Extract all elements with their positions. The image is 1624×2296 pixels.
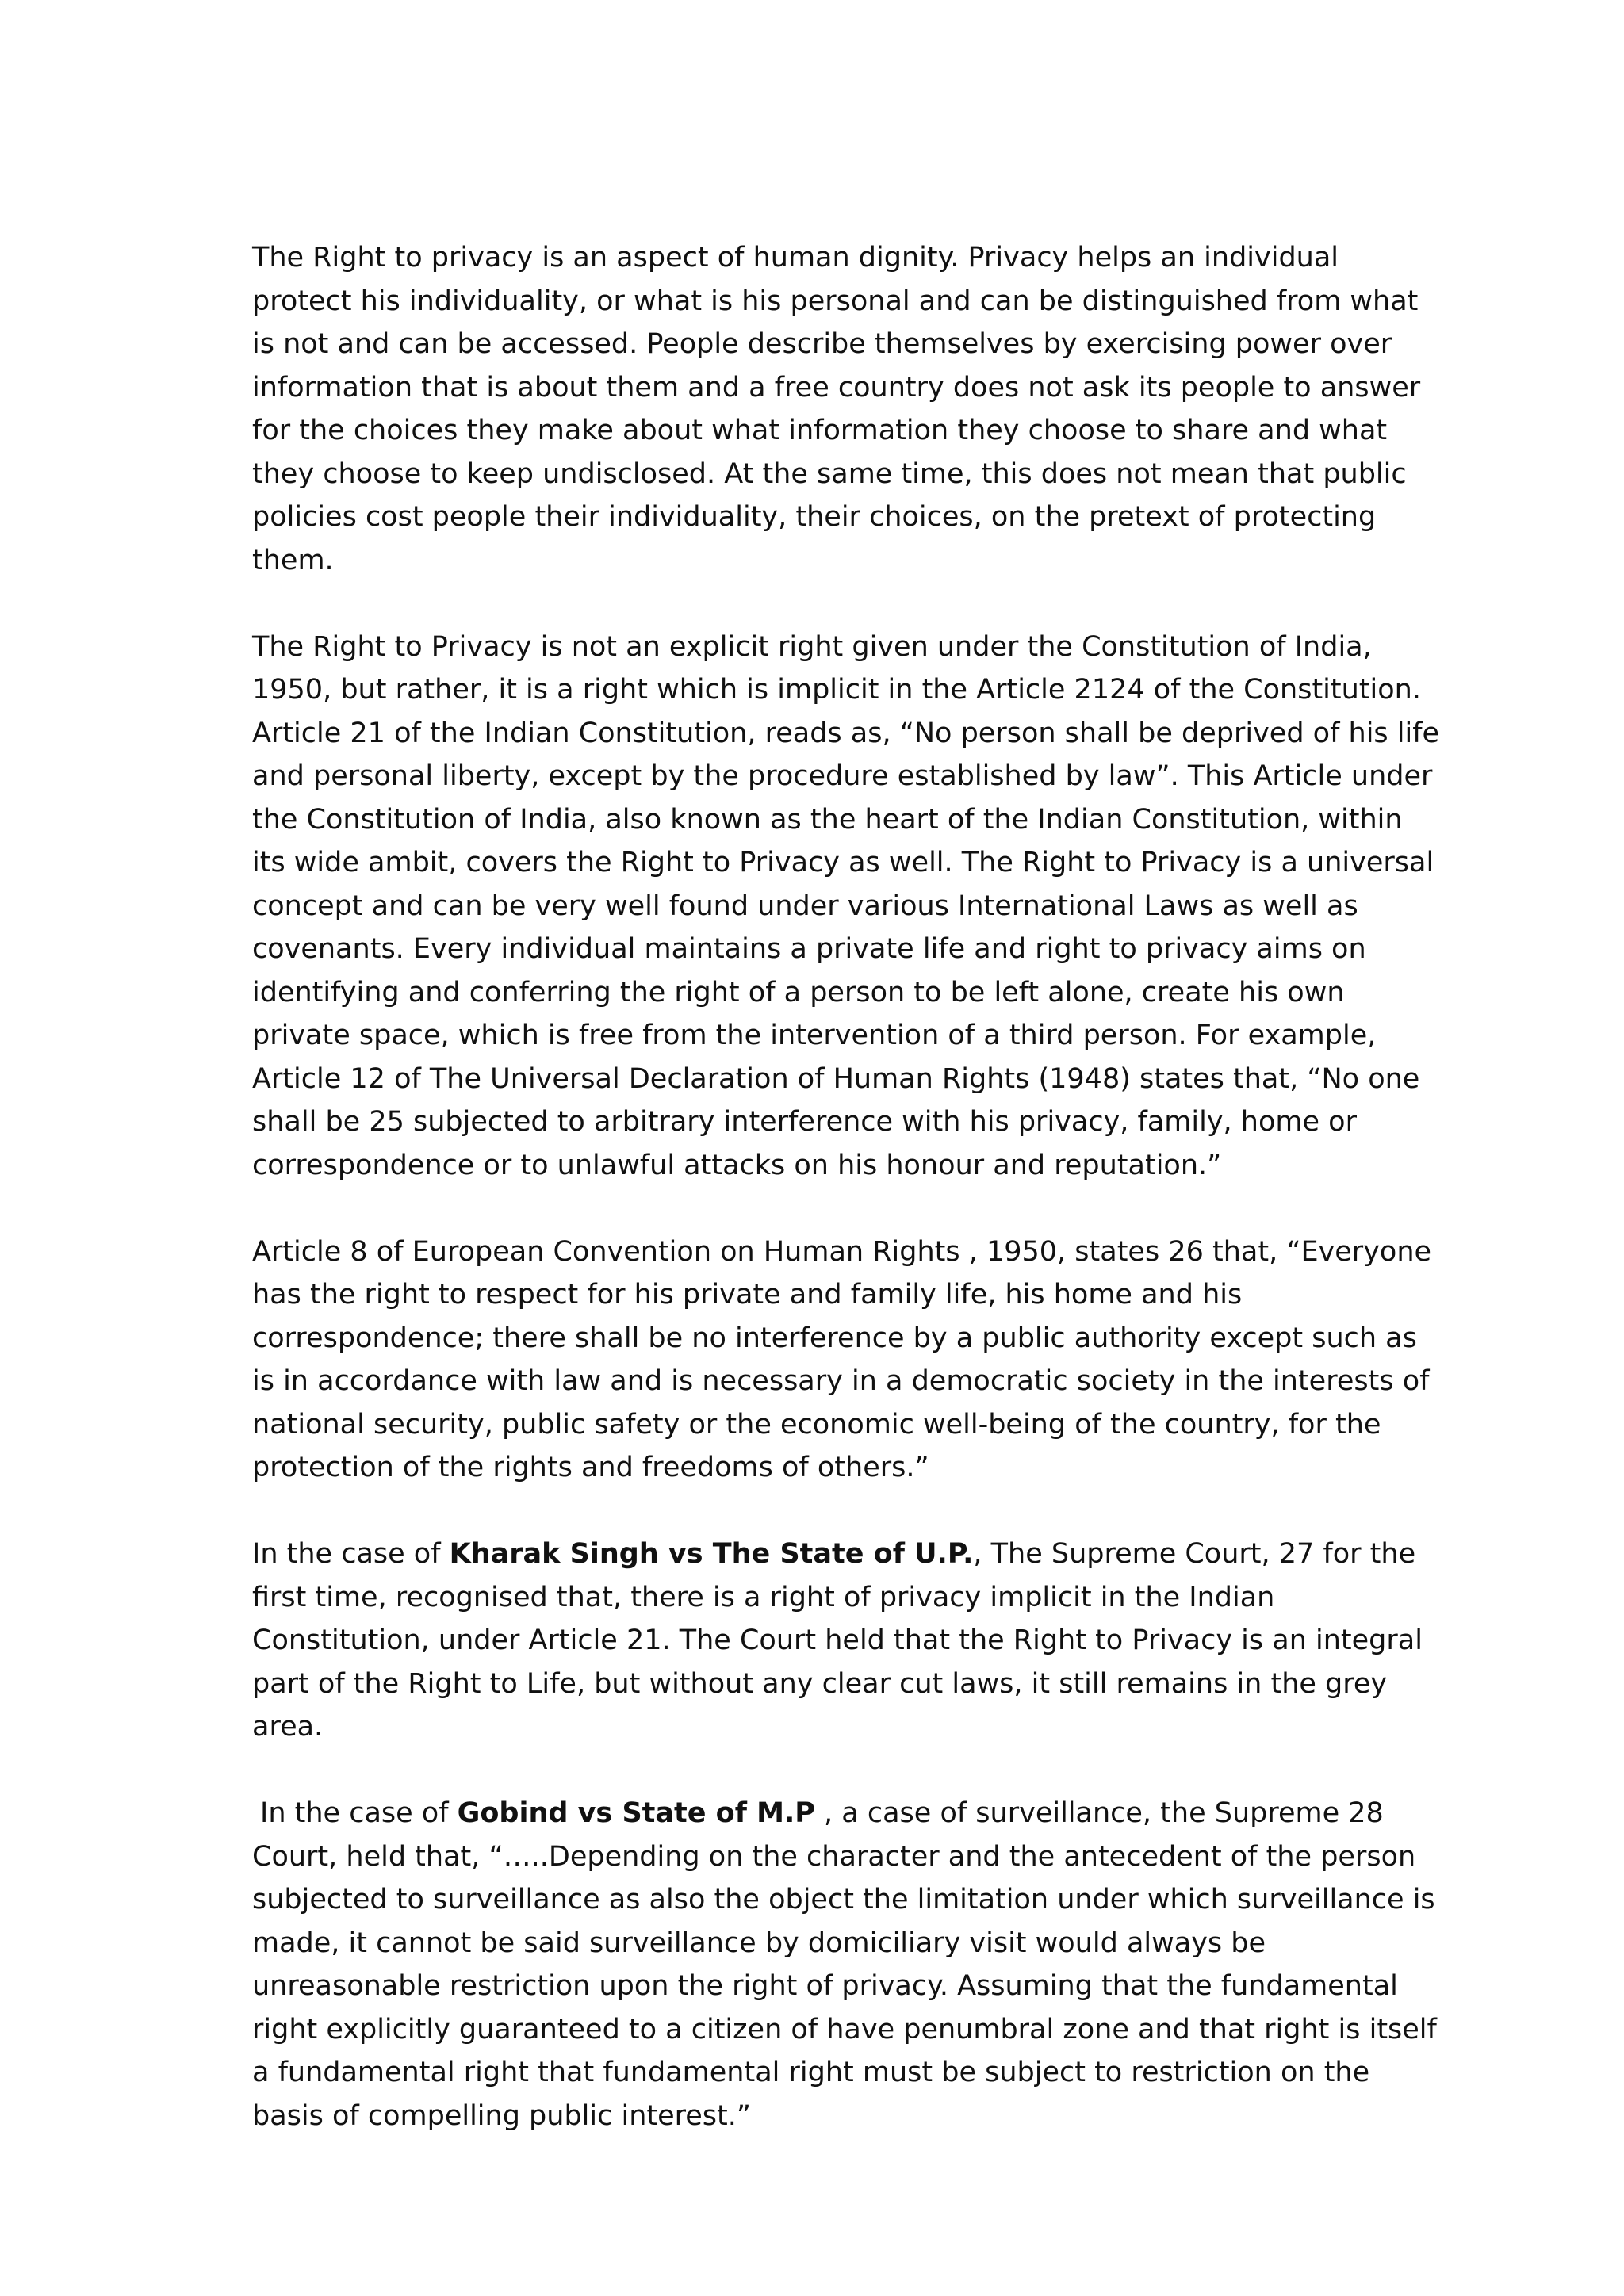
document-body: [252, 236, 1442, 2181]
paragraph-kharak-singh-case: [252, 1533, 1442, 1749]
paragraph-text-lead: In the case of: [252, 1538, 450, 1570]
paragraph-article-21: The Right to Privacy is not an explicit right given under the Constitution of India, 1950, but rather, it is a right which is implicit in the Article 2124 of the Constitution. Article 21 of the Indian Constitution, reads as, “No person shall be deprived of his life and personal liberty, except by the procedure established by law”. This Article under the Constitution of India, also known as the heart of the Indian Constitution, within its wide ambit, covers the Right to Privacy as well. The Right to Privacy is a universal concept and can be very well found under various International Laws as well as covenants. Every individual maintains a private life and right to privacy aims on identifying and conferring the right of a person to be left alone, create his own private space, which is free from the intervention of a third person. For example, Article 12 of The Universal Declaration of Human Rights (1948) states that, “No one shall be 25 subjected to arbitrary interference with his privacy, family, home or correspondence or to unlawful attacks on his honour and reputation.”: [252, 630, 1440, 1181]
paragraph-text-body: , a case of surveillance, the Supreme 28 Court, held that, “…..Depending on the character and the antecedent of the person subjected to surveillance as also the object the limitation under which surveillance is made, it cannot be said surveillance by domiciliary visit would always be unreasonable restriction upon the right of privacy. Assuming that the fundamental right explicitly guaranteed to a citizen of have penumbral zone and that right is itself a fundamental right that fundamental right must be subject to restriction on the basis of compelling public interest.”: [252, 1797, 1437, 2132]
case-name-kharak-singh: Kharak Singh vs The State of U.P.: [449, 1538, 974, 1570]
paragraph-text-lead: In the case of: [260, 1797, 458, 1829]
case-name-gobind: Gobind vs State of M.P: [457, 1797, 815, 1829]
paragraph-gobind-case: [252, 1792, 1442, 2137]
paragraph-privacy-human-dignity: The Right to privacy is an aspect of human dignity. Privacy helps an individual protect his individuality, or what is his personal and can be distinguished from what is not and can be accessed. People describe themselves by exercising power over information that is about them and a free country does not ask its people to answer for the choices they make about what information they choose to share and what they choose to keep undisclosed. At the same time, this does not mean that public policies cost people their individuality, their choices, on the pretext of protecting them.: [252, 242, 1421, 576]
paragraph-text-body: , The Supreme Court, 27 for the first time, recognised that, there is a right of privacy implicit in the Indian Constitution, under Article 21. The Court held that the Right to Privacy is an integral part of the Right to Life, but without any clear cut laws, it still remains in the grey area.: [252, 1538, 1423, 1743]
paragraph-european-convention: Article 8 of European Convention on Human Rights , 1950, states 26 that, “Everyone has the right to respect for his private and family life, his home and his correspondence; there shall be no interference by a public authority except such as is in accordance with law and is necessary in a democratic society in the interests of national security, public safety or the economic well-being of the country, for the protection of the rights and freedoms of others.”: [252, 1235, 1432, 1483]
